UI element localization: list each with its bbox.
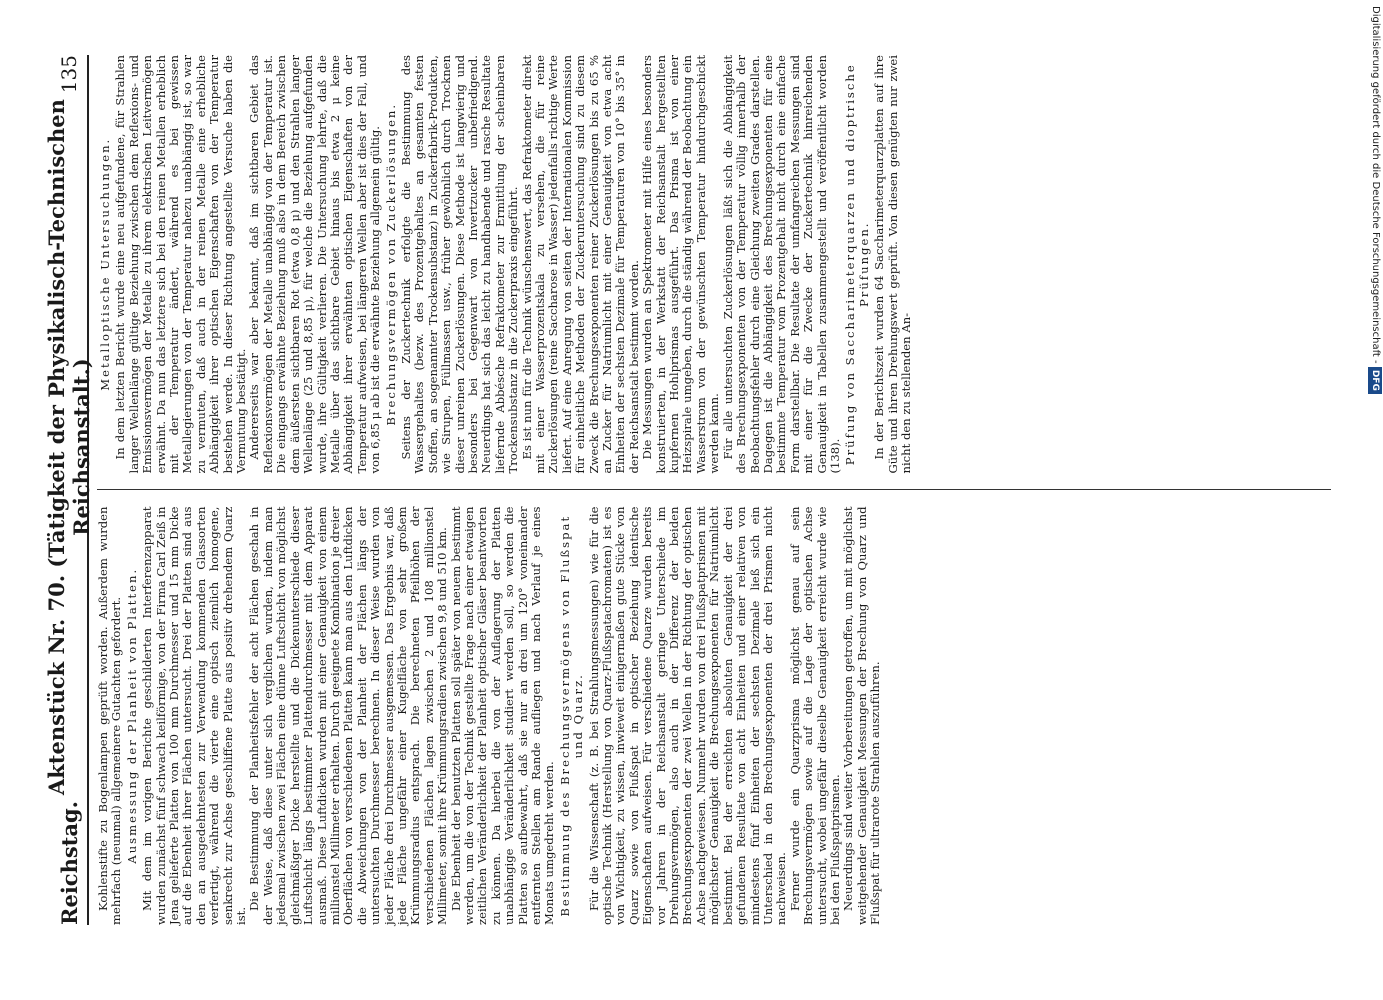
paragraph: In dem letzten Bericht wurde eine neu aufgefundene, für Strahlen langer Wellenlänge gültige Beziehung zwischen dem Reflexions- und Emissionsvermögen der Metalle zu ihrem elektrischen Leitvermögen erwähnt. Da nun das letztere sich bei den reinen Metallen erheblich mit der Temperatur ändert, während es bei gewissen Metallegierungen von der Temperatur nahezu unabhängig ist, so war zu vermuten, daß auch in der reinen Metalle eine erhebliche Abhängigkeit ihrer optischen Eigenschaften von der Temperatur bestehen werde. In dieser Richtung angestellte Versuche haben die Vermutung bestätigt.: [113, 55, 249, 474]
paragraph: Für die Wissenschaft (z. B. bei Strahlungsmessungen) wie für die optische Technik (Herstellung von Quarz-Flußspatachromaten) ist es von Wichtigkeit, zu wissen, inwieweit einigermaßen gute Stücke von Quarz sowie von Flußspat in optischer Beziehung identische Eigenschaften aufweisen. Für verschiedene Quarze wurden bereits vor Jahren in der Reichsanstalt geringe Unterschiede im Drehungsvermögen, also auch in der Differenz der beiden Brechungsexponenten der zwei Wellen in der Richtung der optischen Achse nachgewiesen. Nunmehr wurden von drei Flußspatprismen mit möglichster Genauigkeit die Brechungsexponenten für Natriumlicht bestimmt. Bei der erreichten absoluten Genauigkeit der drei gefundenen Resultate von acht Einheiten und einer relativen von mindestens fünf Einheiten der sechsten Dezimale ließ sich ein Unterschied in den Brechungsexponenten der drei Prismen nicht nachweisen.: [586, 506, 789, 925]
section-heading: Metalloptische Untersuchungen.: [98, 137, 112, 391]
paragraph: Seitens der Zuckertechnik erfolgte die Bestimmung des Wassergehaltes (bezw. des Prozentgehaltes an gesamten festen Stoffen, an sogenannter Trockensubstanz) in Zuckerfabrik-Produkten, wie Sirupen, Füllmassen usw., früher gewöhnlich durch Trocknen dieser unreinen Zuckerlösungen. Diese Methode ist langwierig und besonders bei Gegenwart von Invertzucker unbefriedigend. Neuerdings hat sich das leicht zu handhabende und rasche Resultate liefernde Abbésche Refraktometer zur Ermittlung der scheinbaren Trockensubstanz in die Zuckerpraxis eingeführt.: [398, 55, 521, 474]
text-columns: [97, 55, 1331, 925]
paragraph: Die Ebenheit der benutzten Platten soll später von neuem bestimmt werden, um die von der Technik gestellte Frage nach einer etwaigen zeitlichen Veränderlichkeit der Planheit optischer Gläser beantworten zu können. Da hierbei die von der Auflagerung der Platten unabhängige Veränderlichkeit studiert werden soll, so werden die Platten so aufbewahrt, daß sie nur an drei um 120° voneinander entfernten Stellen am Rande aufliegen und nach Verlauf je eines Monats umgedreht werden.: [448, 506, 557, 925]
credit-text: Digitalisierung gefördert durch die Deutsche Forschungsgemeinschaft -: [1370, 6, 1381, 364]
page-header: [44, 55, 94, 925]
paragraph: Ferner wurde ein Quarzprisma möglichst genau auf sein Brechungsvermögen sowie auf die Lage der optischen Achse untersucht, wobei ungefähr dieselbe Genauigkeit erreicht wurde wie bei den Flußspatprismen.: [787, 506, 842, 925]
header-left: Reichstag.: [56, 801, 82, 925]
column-divider: [97, 490, 1331, 491]
paragraph: Andererseits war aber bekannt, daß im sichtbaren Gebiet das Reflexionsvermögen der Metalle unabhängig von der Temperatur ist. Die eingangs erwähnte Beziehung muß also in dem Bereich zwischen dem äußersten sichtbaren Rot (etwa 0,8 μ) und den Strahlen langer Wellenlänge (25 und 8,85 μ), für welche die Beziehung aufgefunden wurde, ihre Gültigkeit verlieren. Die Untersuchung lehrte, daß die Metalle über das sichtbare Gebiet hinaus bis etwa 2 μ keine Abhängigkeit ihrer erwähnten optischen Eigenschaften von der Temperatur aufweisen, bei längeren Wellen aber ist dies der Fall, und von 6,85 μ ab ist die erwähnte Beziehung allgemein gültig.: [247, 55, 383, 474]
dfg-logo: DFG: [1368, 367, 1382, 394]
rotated-document-page: [41, 35, 1341, 965]
page-number: 135: [57, 55, 81, 94]
right-column: [97, 55, 1331, 474]
paragraph: Es ist nun für die Technik wünschenswert, das Refraktometer direkt mit einer Wasserprozentskala zu versehen, die für reine Zuckerlösungen (reine Saccharose in Wasser) jedenfalls richtige Werte liefert. Auf eine Anregung von seiten der Internationalen Kommission für einheitliche Methoden der Zuckeruntersuchung sind zu diesem Zweck die Brechungsexponenten reiner Zuckerlösungen bis zu 65 % an Zucker für Natriumlicht mit einer Genauigkeit von etwa acht Einheiten der sechsten Dezimale für Temperaturen von 10° bis 35° in der Reichsanstalt bestimmt worden.: [519, 55, 641, 474]
section-heading: Ausmessung der Planheit von Platten.: [124, 567, 139, 864]
section-heading: Prüfung von Saccharimeterquarzen und dioptrische Prüfungen.: [843, 63, 871, 466]
digitization-credit: [1366, 6, 1383, 996]
header-title: Aktenstück Nr. 70. (Tätigkeit der Physikalisch-Technischen Reichsanstalt.): [44, 99, 94, 796]
paragraph: Für alle untersuchten Zuckerlösungen läßt sich die Abhängigkeit des Brechungsexponenten von der Temperatur völlig innerhalb der Beobachtungsfehler durch eine Gleichung zweiten Grades darstellen. Dagegen ist die Abhängigkeit des Brechungsexponenten für eine bestimmte Temperatur vom Prozentgehalt nicht durch eine einfache Form darstellbar. Die Resultate der umfangreichen Messungen sind mit einer für die Zwecke der Zuckertechnik hinreichenden Genauigkeit in Tabellen zusammengestellt und veröffentlicht worden (138).: [720, 55, 842, 474]
paragraph: Neuerdings sind weiter Vorbereitungen getroffen, um mit möglichst weitgehender Genauigkeit Messungen der Brechung von Quarz und Flußspat für ultrarote Strahlen auszuführen.: [841, 506, 883, 925]
left-column: [97, 507, 1331, 926]
section-heading: Bestimmung des Brechungsvermögens von Flußspat und Quarz.: [557, 514, 586, 917]
section-heading: Brechungsvermögen von Zuckerlösungen.: [383, 102, 398, 426]
paragraph: Mit dem im vorigen Berichte geschilderten Interferenzapparat wurden zunächst fünf schwach keilförmige, von der Firma Carl Zeiß in Jena gelieferte Platten von 100 mm Durchmesser und 15 mm Dicke auf die Ebenheit ihrer Flächen untersucht. Drei der Platten sind aus den an ausgedehntesten zur Verwendung kommenden Glassorten verfertigt, während die vierte eine optisch ziemlich homogene, senkrecht zur Achse geschliffene Platte aus positiv drehendem Quarz ist.: [140, 506, 249, 925]
paragraph: Kohlenstifte zu Bogenlampen geprüft worden. Außerdem wurden mehrfach (neunmal) allgemeinere Gutachten gefordert.: [96, 506, 124, 925]
paragraph: Die Bestimmung der Planheitsfehler der acht Flächen geschah in der Weise, daß diese unter sich verglichen wurden, indem man jedesmal zwischen zwei Flächen eine dünne Luftschicht von möglichst gleichmäßiger Dicke herstellte und die Dickenunterschiede dieser Luftschicht längs bestimmter Plattendurchmesser mit dem Apparat ausmaß. Diese Luftdicken wurden mit einer Genauigkeit von einem millionstel Millimeter erhalten. Durch geeignete Kombination je dreier Oberflächen von verschiedenen Platten kann man aus den Luftdicken die Abweichungen von der Planheit der Flächen längs der untersuchten Durchmesser berechnen. In dieser Weise wurden von jeder Fläche drei Durchmesser ausgemessen. Das Ergebnis war, daß jede Fläche ungefähr einer Kugelfläche von sehr großem Krümmungsradius entsprach. Die berechneten Pfeilhöhen der verschiedenen Flächen lagen zwischen 2 und 108 millionstel Millimeter, somit ihre Krümmungsradien zwischen 9,8 und 510 km.: [247, 506, 450, 925]
paragraph: Die Messungen wurden an Spektrometer mit Hilfe eines besonders konstruierten, in der Werkstatt der Reichsanstalt hergestellten kupfernen Hohlprismas ausgeführt. Das Prisma ist von einer Heizspirale umgeben, durch die ständig während der Beobachtung ein Wasserstrom von der gewünschten Temperatur hindurchgeschickt werden kann.: [640, 55, 722, 474]
paragraph: In der Berichtszeit wurden 64 Saccharimeterquarzplatten auf ihre Güte und ihren Drehungswert geprüft. Von diesen genügten nur zwei nicht den zu stellenden An-: [872, 55, 913, 474]
